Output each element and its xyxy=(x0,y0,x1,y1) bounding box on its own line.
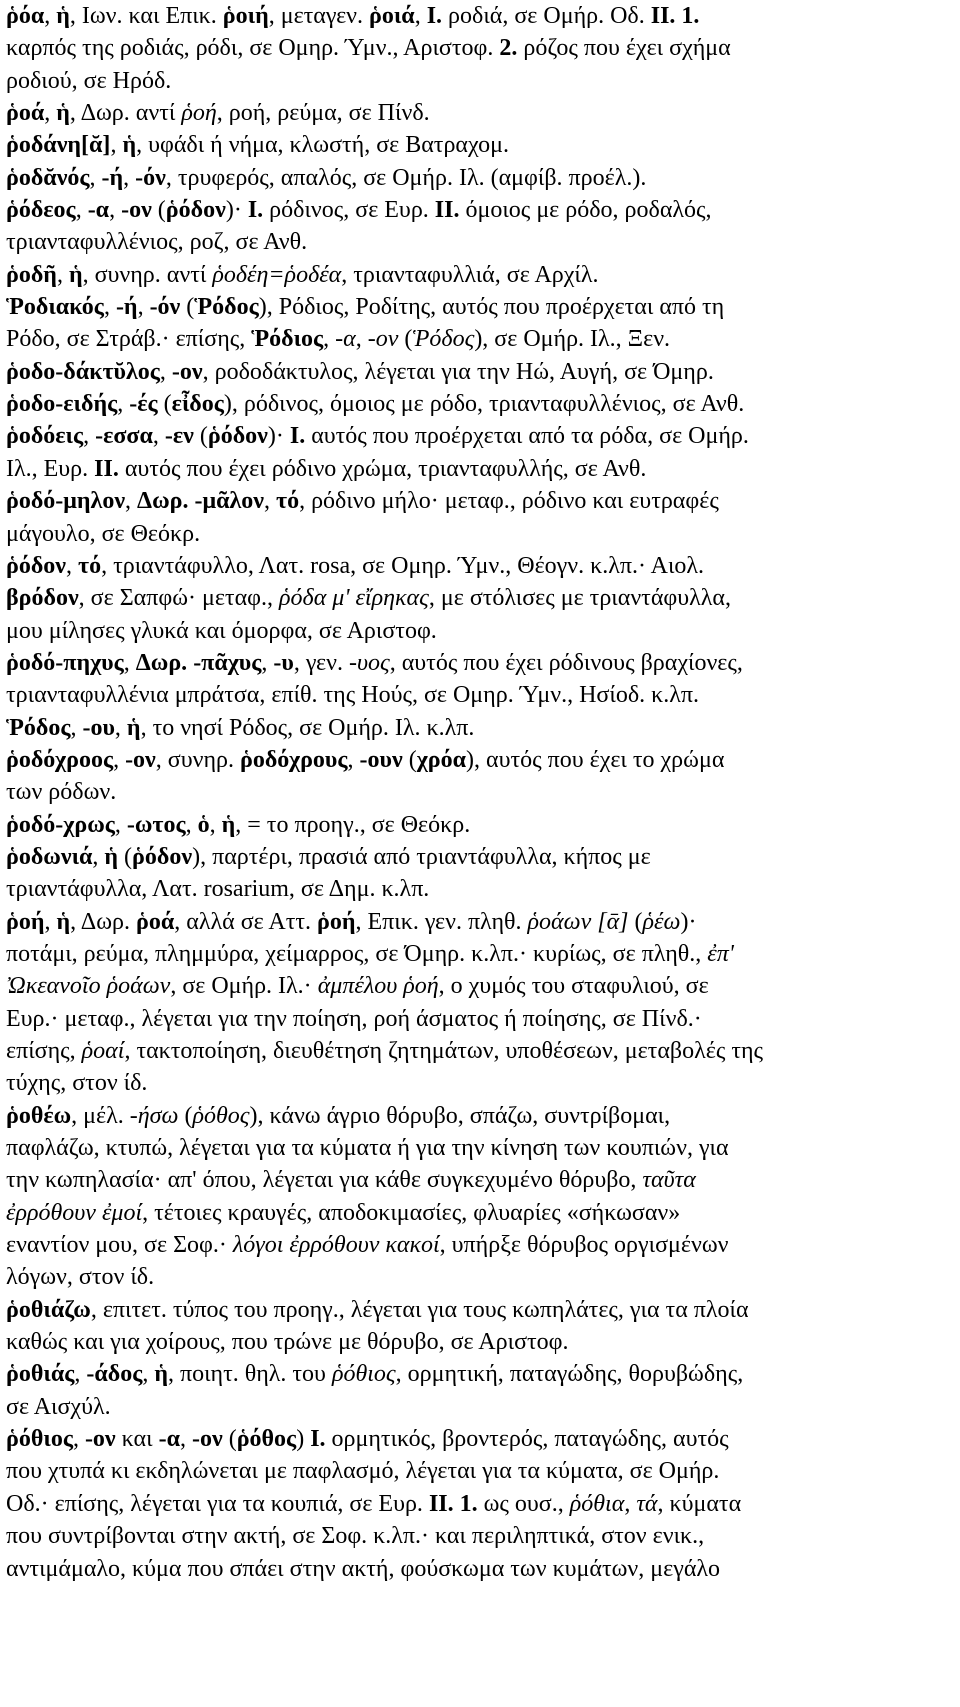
headword-text: -πᾶχυς xyxy=(193,649,262,676)
body-text: , κύματα xyxy=(657,1490,742,1517)
text-line xyxy=(6,453,954,485)
body-text: , το νησί Ρόδος, σε Ομήρ. Ιλ. κ.λπ. xyxy=(140,714,475,741)
italic-text: -ήσω xyxy=(129,1102,179,1129)
body-text: τύχης, στον ίδ. xyxy=(6,1070,148,1097)
body-text: αντιμάμαλο, κύμα που σπάει στην ακτή, φούσκωμα των κυμάτων, μεγάλο xyxy=(6,1555,721,1582)
text-line xyxy=(6,1520,954,1552)
body-text: , xyxy=(137,294,150,321)
body-text: των ρόδων. xyxy=(6,779,117,806)
text-line xyxy=(6,841,954,873)
headword-text: ἡ xyxy=(221,811,236,838)
text-line xyxy=(6,485,954,517)
text-line xyxy=(6,1132,954,1164)
body-text: , xyxy=(44,908,57,935)
headword-text: -ουν xyxy=(359,746,403,773)
body-text: , xyxy=(414,3,427,29)
body-text: , xyxy=(114,811,127,838)
headword-text: 2. xyxy=(499,35,518,62)
headword-text: Ῥόδιος xyxy=(251,326,324,353)
headword-text: ῥοδόχρους xyxy=(239,746,348,773)
headword-text: ῥοή xyxy=(317,908,356,935)
body-text: Ευρ.· μεταφ., λέγεται για την ποίηση, ροή άσματος ή ποίησης, σε Πίνδ.· xyxy=(6,1005,702,1032)
text-line xyxy=(6,129,954,161)
headword-text: II. xyxy=(94,455,119,482)
text-line xyxy=(6,356,954,388)
headword-text: -ή xyxy=(115,294,138,321)
text-line xyxy=(6,65,954,97)
body-text: αυτός που προέρχεται από τα ρόδα, σε Ομήρ. xyxy=(305,423,749,450)
text-line xyxy=(6,1229,954,1261)
headword-text: ὁ xyxy=(197,811,210,838)
headword-text: -εσσα xyxy=(95,423,153,450)
body-text: όμοιος με ρόδο, ροδαλός, xyxy=(459,197,712,224)
headword-text: τό xyxy=(276,488,300,515)
body-text: , αλλά σε Αττ. xyxy=(174,908,317,935)
body-text: , xyxy=(75,197,88,224)
body-text: , xyxy=(264,488,276,515)
body-text: , υφάδι ή νήμα, κλωστή, σε Βατραχομ. xyxy=(136,132,509,159)
body-text: που συντρίβονται στην ακτή, σε Σοφ. κ.λπ.· και περιληπτικά, στον ενικ., xyxy=(6,1523,705,1550)
text-line xyxy=(6,1067,954,1099)
body-text: αυτός που έχει ρόδινο χρώμα, τριανταφυλλής, σε Ανθ. xyxy=(118,455,647,482)
headword-text: Ῥοδιακός xyxy=(6,294,104,321)
text-line xyxy=(6,226,954,258)
headword-text: ῥοιή xyxy=(222,3,269,29)
body-text: , xyxy=(117,391,130,418)
headword-text: ἡ xyxy=(56,100,70,127)
italic-text: ῥοάων [ᾱ] xyxy=(527,908,629,935)
body-text: τριανταφυλλένιος, ροζ, σε Ανθ. xyxy=(6,229,308,256)
body-text: , αυτός που έχει ρόδινους βραχίονες, xyxy=(389,649,743,676)
italic-text: -υος xyxy=(348,649,390,676)
italic-text: ἐπ' xyxy=(707,940,734,967)
headword-text: ῥόδον xyxy=(207,423,268,450)
headword-text: ῥοή xyxy=(6,908,45,935)
headword-text: ῥοδο-δάκτῠλος xyxy=(6,358,160,385)
headword-text: ῥοδόεις xyxy=(6,423,84,450)
body-text: ( xyxy=(402,746,417,773)
body-text: , xyxy=(83,423,96,450)
text-line xyxy=(6,582,954,614)
body-text: , xyxy=(114,714,127,741)
body-text: , xyxy=(92,843,105,870)
body-text: , xyxy=(125,488,138,515)
body-text: , xyxy=(179,1426,192,1453)
body-text: μάγουλο, σε Θεόκρ. xyxy=(6,520,201,547)
text-line xyxy=(6,1488,954,1520)
body-text: ρόδινος, σε Ευρ. xyxy=(263,197,435,224)
body-text: καρπός της ροδιάς, ρόδι, σε Ομηρ. Ύμν., Αριστοφ. xyxy=(6,35,500,62)
body-text: , τριανταφυλλιά, σε Αρχίλ. xyxy=(341,261,599,288)
text-line xyxy=(6,1391,954,1423)
body-text: ( xyxy=(180,294,195,321)
body-text: , xyxy=(209,811,222,838)
body-text: , xyxy=(152,423,165,450)
body-text: , xyxy=(624,1490,637,1517)
headword-text: -ον xyxy=(171,358,203,385)
body-text: , xyxy=(123,649,136,676)
body-text: )· xyxy=(680,908,697,935)
body-text: )· xyxy=(225,197,248,224)
body-text: , xyxy=(109,197,122,224)
headword-text: ἡ xyxy=(154,1361,168,1388)
body-text: ), Ρόδιος, Ροδίτης, αυτός που προέρχεται από τη xyxy=(258,294,725,321)
body-text: , xyxy=(44,3,57,29)
body-text: , xyxy=(123,164,136,191)
text-line xyxy=(6,259,954,291)
body-text: που χτυπά κι εκδηλώνεται με παφλασμό, λέγεται για τα κύματα, σε Ομήρ. xyxy=(6,1458,720,1485)
headword-text: -όν xyxy=(135,164,166,191)
headword-text: ῥοδό-μηλον xyxy=(6,488,126,515)
italic-text: -α xyxy=(335,326,356,353)
body-text: ποτάμι, ρεύμα, πλημμύρα, χείμαρρος, σε Όμηρ. κ.λπ.· κυρίως, σε πληθ., xyxy=(6,940,708,967)
headword-text: Ῥόδος xyxy=(194,294,259,321)
body-text: , xyxy=(142,1361,155,1388)
text-line xyxy=(6,97,954,129)
body-text: , συνηρ. xyxy=(155,746,240,773)
body-text: καθώς και για χοίρους, που τρώνε με θόρυβο, σε Αριστοφ. xyxy=(6,1329,569,1356)
body-text: , μεταγεν. xyxy=(268,3,369,29)
body-text: ( xyxy=(151,197,166,224)
body-text: , xyxy=(347,746,360,773)
text-line xyxy=(6,873,954,905)
italic-text: Ὠκεανοῖο ῥοάων xyxy=(6,973,171,1000)
headword-text: ῥόα xyxy=(6,3,45,29)
body-text: ροδιά, σε Ομήρ. Οδ. xyxy=(442,3,651,29)
headword-text: ἡ xyxy=(104,843,119,870)
body-text: τριανταφυλλένια μπράτσα, επίθ. της Ηούς, σε Ομηρ. Ύμν., Ησίοδ. κ.λπ. xyxy=(6,682,699,709)
headword-text: I. xyxy=(289,423,306,450)
headword-text: ῥοδῆ xyxy=(6,261,57,288)
headword-text: ῥόδον xyxy=(6,552,67,579)
headword-text: ῥοδάνη[ᾰ] xyxy=(6,132,111,159)
body-text: , xyxy=(44,100,57,127)
headword-text: -ές xyxy=(129,391,158,418)
body-text: , ο χυμός του σταφυλιού, σε xyxy=(438,973,709,1000)
italic-text: ῥοαί xyxy=(81,1038,125,1064)
italic-text: ἀμπέλου ῥοή xyxy=(317,973,439,1000)
headword-text: -ωτος xyxy=(126,811,186,838)
body-text: τριαντάφυλλα, Λατ. rosarium, σε Δημ. κ.λπ. xyxy=(6,876,430,903)
text-line xyxy=(6,1455,954,1487)
text-line xyxy=(6,1553,954,1585)
body-text: ), αυτός που έχει το χρώμα xyxy=(466,746,725,773)
headword-text: ῥόδον xyxy=(165,197,226,224)
headword-text: -ου xyxy=(82,714,115,741)
body-text: , xyxy=(66,552,79,579)
body-text: , επιτετ. τύπος του προηγ., λέγεται για τους κωπηλάτες, για τα πλοία xyxy=(90,1296,749,1323)
italic-text: ῥόθια xyxy=(569,1490,625,1517)
text-line xyxy=(6,809,954,841)
headword-text: II. 1. xyxy=(428,1490,478,1517)
body-text: , τριαντάφυλλο, Λατ. rosa, σε Ομηρ. Ύμν., Θέογν. κ.λπ.· Αιολ. xyxy=(101,552,705,579)
text-line xyxy=(6,194,954,226)
body-text: , ορμητική, παταγώδης, θορυβώδης, xyxy=(395,1361,744,1388)
body-text: , σε Ομήρ. Ιλ.· xyxy=(170,973,318,1000)
headword-text: Ῥόδος xyxy=(6,714,71,741)
body-text: , xyxy=(74,1361,87,1388)
body-text: και xyxy=(115,1426,159,1453)
body-text: ), σε Ομήρ. Ιλ., Ξεν. xyxy=(474,326,671,353)
body-text: Οδ.· επίσης, λέγεται για τα κουπιά, σε Ευρ. xyxy=(6,1490,429,1517)
headword-text: -ον xyxy=(125,746,156,773)
text-line xyxy=(6,1035,954,1067)
body-text: , xyxy=(185,811,198,838)
italic-text: ῥόδα μ' εἴρηκας xyxy=(279,585,429,612)
body-text: , τέτοιες κραυγές, αποδοκιμασίες, φλυαρίες «σήκωσαν» xyxy=(142,1199,681,1226)
italic-text: τά xyxy=(636,1490,658,1517)
headword-text: ῥόδεος xyxy=(6,197,76,224)
headword-text: ῥοδᾰνός xyxy=(6,164,90,191)
italic-text: λόγοι ἐρρόθουν κακοί xyxy=(232,1232,440,1259)
headword-text: Δωρ. xyxy=(135,649,188,676)
body-text: ), κάνω άγριο θόρυβο, σπάζω, συντρίβομαι, xyxy=(249,1102,671,1129)
body-text: ορμητικός, βροντερός, παταγώδης, αυτός xyxy=(325,1426,729,1453)
text-line xyxy=(6,1197,954,1229)
headword-text: -ον xyxy=(121,197,152,224)
text-line xyxy=(6,1326,954,1358)
italic-text: ταῦτα xyxy=(642,1167,696,1194)
headword-text: ῥόδον xyxy=(132,843,193,870)
text-line xyxy=(6,1294,954,1326)
italic-text: ῥοή xyxy=(181,100,217,127)
headword-text: -α xyxy=(87,197,110,224)
dictionary-page xyxy=(6,0,954,1585)
text-line xyxy=(6,744,954,776)
body-text: την κωπηλασία· απ' όπου, λέγεται για κάθε συγκεχυμένο θόρυβο, xyxy=(6,1167,643,1194)
text-line xyxy=(6,615,954,647)
body-text: , με στόλισες με τριαντάφυλλα, xyxy=(428,585,731,612)
body-text: παφλάζω, κτυπώ, λέγεται για τα κύματα ή για την κίνηση των κουπιών, για xyxy=(6,1135,729,1162)
headword-text: ῥοδό-πηχυς xyxy=(6,649,124,676)
headword-text: ῥοιά xyxy=(369,3,415,29)
headword-text: -α xyxy=(158,1426,180,1453)
body-text: , γεν. xyxy=(293,649,349,676)
body-text: , xyxy=(56,261,69,288)
italic-text: -ον xyxy=(367,326,399,353)
headword-text: Δωρ. xyxy=(137,488,189,515)
body-text: )· xyxy=(267,423,290,450)
text-line xyxy=(6,0,954,32)
text-line xyxy=(6,938,954,970)
text-line xyxy=(6,1003,954,1035)
italic-text: ῥέω xyxy=(642,908,681,935)
body-text: , ροή, ρεύμα, σε Πίνδ. xyxy=(216,100,430,127)
body-text: επίσης, xyxy=(6,1038,82,1064)
headword-text: ῥοά xyxy=(136,908,175,935)
headword-text: II. xyxy=(434,197,460,224)
body-text: , xyxy=(110,132,123,159)
body-text: , xyxy=(261,649,274,676)
body-text: ως ουσ., xyxy=(477,1490,570,1517)
headword-text: ῥοδωνιά xyxy=(6,843,93,870)
headword-text: τό xyxy=(78,552,102,579)
body-text: , Δωρ. xyxy=(70,908,137,935)
body-text: ροδιού, σε Ηρόδ. xyxy=(6,67,172,94)
body-text: , συνηρ. αντί xyxy=(82,261,213,288)
body-text: , τακτοποίηση, διευθέτηση ζητημάτων, υποθέσεων, μεταβολές της xyxy=(124,1038,764,1064)
italic-text: ἐρρόθουν ἐμοί xyxy=(6,1199,143,1226)
text-line xyxy=(6,550,954,582)
body-text: , xyxy=(323,326,336,353)
body-text: Ιλ., Ευρ. xyxy=(6,455,95,482)
headword-text: ῥόθιος xyxy=(6,1426,73,1453)
body-text: ( xyxy=(398,326,413,353)
body-text: ρόζος που έχει σχήμα xyxy=(517,35,731,62)
headword-text: εἶδος xyxy=(171,391,224,418)
headword-text: -υ xyxy=(273,649,294,676)
body-text: , ροδοδάκτυλος, λέγεται για την Ηώ, Αυγή, σε Όμηρ. xyxy=(202,358,714,385)
body-text: , μέλ. xyxy=(71,1102,130,1129)
headword-text: ῥοά xyxy=(6,100,45,127)
text-line xyxy=(6,291,954,323)
headword-text: ἡ xyxy=(126,714,141,741)
body-text: , xyxy=(70,714,83,741)
body-text: , xyxy=(355,326,368,353)
text-line xyxy=(6,906,954,938)
headword-text: βρόδον xyxy=(6,585,79,612)
body-text: ), παρτέρι, πρασιά από τριαντάφυλλα, κήπος με xyxy=(192,843,651,870)
headword-text: -όν xyxy=(149,294,181,321)
text-line xyxy=(6,679,954,711)
body-text: εναντίον μου, σε Σοφ.· xyxy=(6,1232,233,1259)
headword-text: ἡ xyxy=(122,132,137,159)
body-text: σε Αισχύλ. xyxy=(6,1393,111,1420)
text-line xyxy=(6,1100,954,1132)
headword-text: I. xyxy=(247,197,264,224)
body-text: ( xyxy=(157,391,172,418)
headword-text: ῥοδόχροος xyxy=(6,746,114,773)
headword-text: -εν xyxy=(164,423,194,450)
headword-text: -ον xyxy=(191,1426,223,1453)
text-line xyxy=(6,323,954,355)
headword-text: ῥοθιάζω xyxy=(6,1296,91,1323)
text-line xyxy=(6,970,954,1002)
headword-text: -μᾶλον xyxy=(194,488,264,515)
text-line xyxy=(6,1423,954,1455)
text-line xyxy=(6,518,954,550)
body-text: , Επικ. γεν. πληθ. xyxy=(355,908,528,935)
headword-text: χρόα xyxy=(416,746,467,773)
headword-text: -ή xyxy=(101,164,124,191)
text-line xyxy=(6,388,954,420)
body-text: , Δωρ. αντί xyxy=(69,100,182,127)
body-text: , xyxy=(103,294,116,321)
headword-text: II. 1. xyxy=(650,3,700,29)
text-line xyxy=(6,1164,954,1196)
body-text: , xyxy=(113,746,126,773)
body-text: μου μίλησες γλυκά και όμορφα, σε Αριστοφ. xyxy=(6,617,437,644)
body-text: Ρόδο, σε Στράβ.· επίσης, xyxy=(6,326,252,353)
headword-text: ἡ xyxy=(56,3,70,29)
text-line xyxy=(6,162,954,194)
body-text: , υπήρξε θόρυβος οργισμένων xyxy=(439,1232,729,1259)
body-text: ), ρόδινος, όμοιος με ρόδο, τριανταφυλλένιος, σε Ανθ. xyxy=(223,391,745,418)
text-line xyxy=(6,420,954,452)
body-text: ( xyxy=(628,908,643,935)
italic-text: ῥόθος xyxy=(192,1102,250,1129)
body-text: , xyxy=(159,358,172,385)
headword-text: ἡ xyxy=(68,261,83,288)
body-text: λόγων, στον ίδ. xyxy=(6,1264,155,1291)
body-text: ( xyxy=(222,1426,237,1453)
headword-text: -άδος xyxy=(86,1361,143,1388)
headword-text: ῥοδο-ειδής xyxy=(6,391,118,418)
italic-text: Ῥόδος xyxy=(412,326,475,353)
headword-text: -ον xyxy=(84,1426,116,1453)
body-text: ( xyxy=(118,843,133,870)
body-text: , τρυφερός, απαλός, σε Ομήρ. Ιλ. (αμφίβ. προέλ.). xyxy=(165,164,647,191)
body-text: , ποιητ. θηλ. του xyxy=(167,1361,332,1388)
text-line xyxy=(6,712,954,744)
body-text: , Ιων. και Επικ. xyxy=(69,3,223,29)
body-text: , = το προηγ., σε Θεόκρ. xyxy=(235,811,471,838)
headword-text: ῥοθέω xyxy=(6,1102,72,1129)
body-text: , σε Σαπφώ· μεταφ., xyxy=(78,585,280,612)
body-text: , ρόδινο μήλο· μεταφ., ρόδινο και ευτραφές xyxy=(299,488,719,515)
body-text: ( xyxy=(193,423,208,450)
headword-text: ῥοθιάς xyxy=(6,1361,75,1388)
headword-text: ῥοδό-χρως xyxy=(6,811,115,838)
headword-text: I. xyxy=(310,1426,326,1453)
text-line xyxy=(6,32,954,64)
body-text: ) xyxy=(296,1426,311,1453)
body-text: , xyxy=(72,1426,85,1453)
body-text: ( xyxy=(178,1102,193,1129)
headword-text: ἡ xyxy=(56,908,71,935)
text-line xyxy=(6,776,954,808)
italic-text: ῥόθιος xyxy=(331,1361,396,1388)
text-line xyxy=(6,1261,954,1293)
text-line xyxy=(6,1358,954,1390)
headword-text: ῥόθος xyxy=(236,1426,297,1453)
body-text: , xyxy=(89,164,102,191)
italic-text: ῥοδέη=ῥοδέα xyxy=(212,261,342,288)
text-line xyxy=(6,647,954,679)
headword-text: I. xyxy=(426,3,443,29)
